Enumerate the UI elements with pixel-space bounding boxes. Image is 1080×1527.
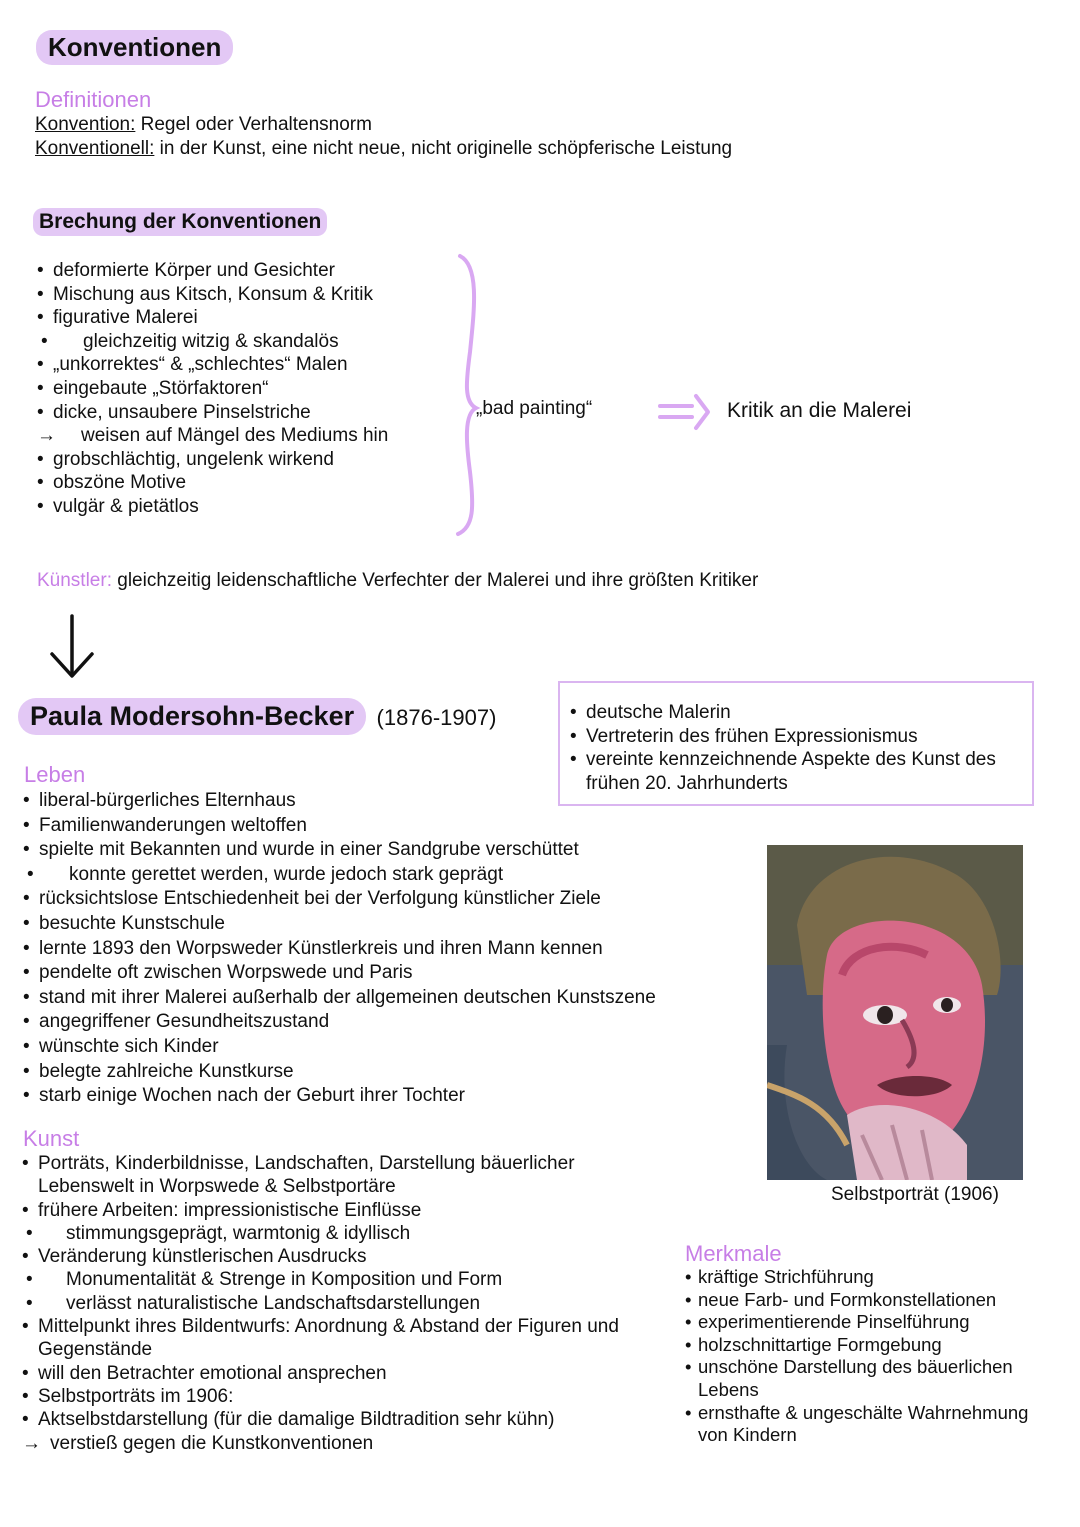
artist-info-list <box>570 701 1030 795</box>
list-item: • vulgär & pietätlos <box>37 495 457 519</box>
list-item: • unschöne Darstellung des bäuerlichen <box>685 1356 1055 1379</box>
list-item: • obszöne Motive <box>37 471 457 495</box>
kunst-list <box>22 1152 682 1455</box>
list-item: • stand mit ihrer Malerei außerhalb der allgemeinen deutschen Kunstszene <box>23 986 743 1011</box>
list-item: • frühere Arbeiten: impressionistische Einflüsse <box>22 1199 682 1222</box>
leben-list <box>23 789 743 1109</box>
list-item: • figurative Malerei <box>37 306 457 330</box>
list-item: • Vertreterin des frühen Expressionismus <box>570 725 1030 749</box>
painting-caption: Selbstporträt (1906) <box>831 1184 999 1205</box>
definition-term: Konvention: <box>35 114 136 135</box>
kuenstler-line <box>37 570 758 592</box>
list-item: → weisen auf Mängel des Mediums hin <box>37 424 457 448</box>
list-item: • vereinte kennzeichnende Aspekte des Kunst des <box>570 748 1030 772</box>
merkmale-list <box>685 1266 1055 1447</box>
list-item: → verstieß gegen die Kunstkonventionen <box>22 1432 682 1455</box>
list-item: • belegte zahlreiche Kunstkurse <box>23 1060 743 1085</box>
artist-name: Paula Modersohn-Becker <box>18 698 366 735</box>
artist-name-wrap <box>18 698 496 735</box>
list-item: • wünschte sich Kinder <box>23 1035 743 1060</box>
brechung-list <box>37 259 457 519</box>
list-item: Lebenswelt in Worpswede & Selbstportäre <box>38 1176 396 1198</box>
list-item: • Mischung aus Kitsch, Konsum & Kritik <box>37 283 457 307</box>
list-item: • grobschlächtig, ungelenk wirkend <box>37 448 457 472</box>
list-item: • spielte mit Bekannten und wurde in einer Sandgrube verschüttet <box>23 838 743 863</box>
list-item: • angegriffener Gesundheitszustand <box>23 1010 743 1035</box>
kunst-heading: Kunst <box>23 1126 80 1151</box>
down-arrow-icon <box>44 612 100 684</box>
bad-painting-label: „bad painting“ <box>476 398 593 419</box>
list-item: von Kindern <box>698 1424 797 1446</box>
list-item: frühen 20. Jahrhunderts <box>586 772 788 794</box>
list-item: Gegenstände <box>38 1339 153 1361</box>
leben-heading: Leben <box>24 762 86 787</box>
list-item: • dicke, unsaubere Pinselstriche <box>37 401 457 425</box>
list-item: • Monumentalität & Strenge in Komposition und Form <box>22 1268 682 1291</box>
list-item: • rücksichtslose Entschiedenheit bei der Verfolgung künstlicher Ziele <box>23 887 743 912</box>
list-item: • Porträts, Kinderbildnisse, Landschaften, Darstellung bäuerlicher <box>22 1152 682 1175</box>
list-item: • starb einige Wochen nach der Geburt ihrer Tochter <box>23 1084 743 1109</box>
list-item: • experimentierende Pinselführung <box>685 1311 1055 1334</box>
definition-item <box>35 137 732 161</box>
list-item: • konnte gerettet werden, wurde jedoch stark geprägt <box>23 863 743 888</box>
list-item: • kräftige Strichführung <box>685 1266 1055 1289</box>
list-item: • Aktselbstdarstellung (für die damalige Bildtradition sehr kühn) <box>22 1408 682 1431</box>
list-item: • stimmungsgeprägt, warmtonig & idyllisch <box>22 1222 682 1245</box>
brechung-heading: Brechung der Konventionen <box>33 208 327 236</box>
definitions-list <box>35 113 732 161</box>
definition-term: Konventionell: <box>35 138 155 159</box>
list-item: • Selbstporträts im 1906: <box>22 1385 682 1408</box>
definition-item <box>35 113 732 137</box>
title-wrap <box>36 30 233 65</box>
list-item: • gleichzeitig witzig & skandalös <box>37 330 457 354</box>
list-item: • will den Betrachter emotional ansprechen <box>22 1362 682 1385</box>
list-item: • lernte 1893 den Worpsweder Künstlerkreis und ihren Mann kennen <box>23 937 743 962</box>
list-item: • ernsthafte & ungeschälte Wahrnehmung <box>685 1402 1055 1425</box>
double-arrow-icon <box>658 392 714 432</box>
list-item: • eingebaute „Störfaktoren“ <box>37 377 457 401</box>
definitions-heading: Definitionen <box>35 87 152 112</box>
definition-text: Regel oder Verhaltensnorm <box>135 114 372 135</box>
list-item: • deformierte Körper und Gesichter <box>37 259 457 283</box>
list-item: • holzschnittartige Formgebung <box>685 1334 1055 1357</box>
list-item: • liberal-bürgerliches Elternhaus <box>23 789 743 814</box>
list-item: • deutsche Malerin <box>570 701 1030 725</box>
definition-text: in der Kunst, eine nicht neue, nicht originelle schöpferische Leistung <box>154 138 733 159</box>
list-item: • Mittelpunkt ihres Bildentwurfs: Anordnung & Abstand der Figuren und <box>22 1315 682 1338</box>
page-title: Konventionen <box>36 30 233 65</box>
list-item: • „unkorrektes“ & „schlechtes“ Malen <box>37 353 457 377</box>
kuenstler-label: Künstler: <box>37 570 112 591</box>
list-item: • neue Farb- und Formkonstellationen <box>685 1289 1055 1312</box>
list-item: • pendelte oft zwischen Worpswede und Paris <box>23 961 743 986</box>
list-item: • besuchte Kunstschule <box>23 912 743 937</box>
list-item: • Veränderung künstlerischen Ausdrucks <box>22 1245 682 1268</box>
list-item: • Familienwanderungen weltoffen <box>23 814 743 839</box>
artist-info-box <box>558 681 1034 806</box>
curly-brace-icon <box>452 252 482 537</box>
merkmale-heading: Merkmale <box>685 1241 782 1266</box>
artist-years: (1876-1907) <box>376 705 497 730</box>
brechung-heading-wrap <box>33 208 327 236</box>
kuenstler-text: gleichzeitig leidenschaftliche Verfechter der Malerei und ihre größten Kritiker <box>111 570 759 591</box>
list-item: Lebens <box>698 1378 759 1400</box>
self-portrait-painting <box>767 845 1023 1180</box>
kritik-label: Kritik an die Malerei <box>727 399 912 422</box>
list-item: • verlässt naturalistische Landschaftsdarstellungen <box>22 1292 682 1315</box>
